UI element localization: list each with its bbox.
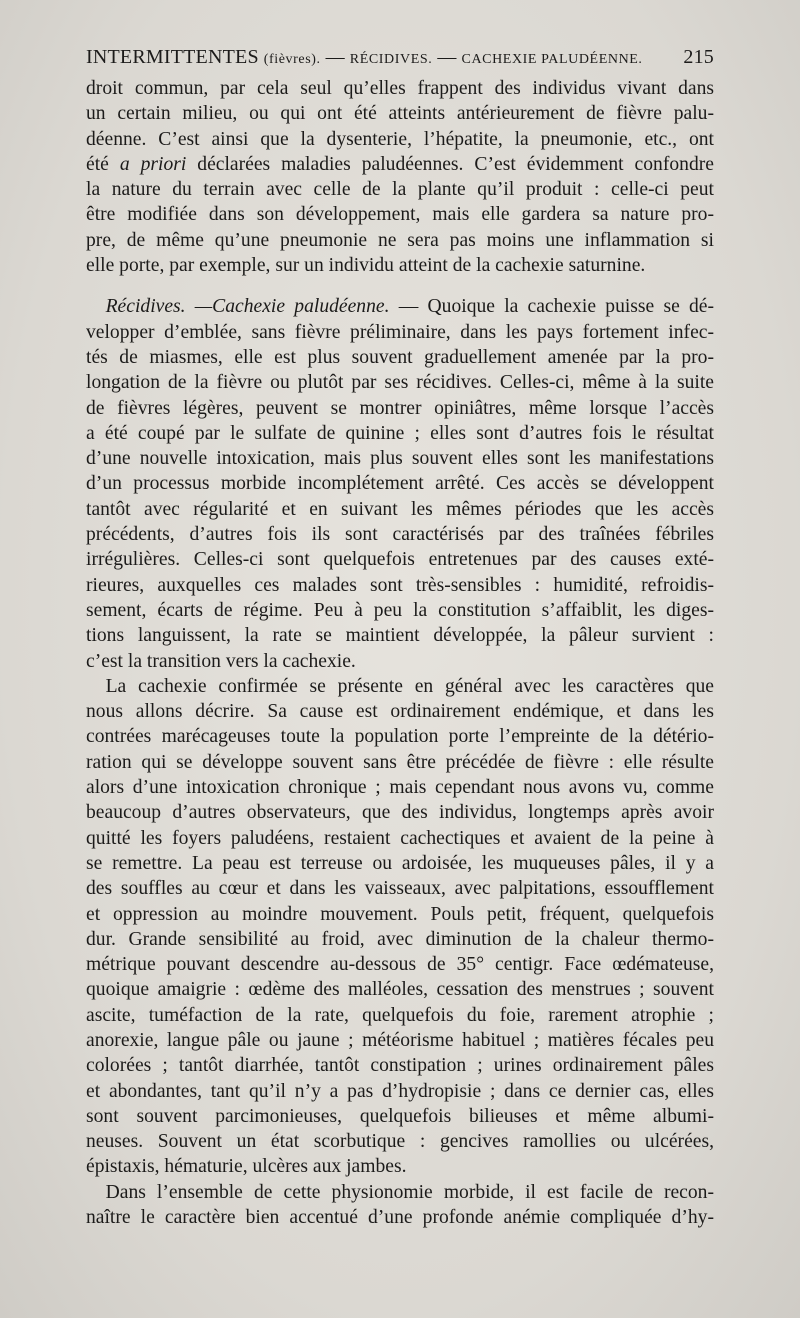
section-heading-line xyxy=(86,294,714,319)
text-line: beaucoup d’autres observateurs, que des individus, longtemps après avoir xyxy=(86,802,714,824)
text-line: déenne. C’est ainsi que la dysenterie, l’hépatite, la pneumonie, etc., ont xyxy=(86,128,714,150)
paragraph-2 xyxy=(86,294,714,673)
text-line: d’une nouvelle intoxication, mais plus souvent elles sont les manifestations xyxy=(86,448,714,470)
text-line: pre, de même qu’une pneumonie ne sera pas moins une inflammation si xyxy=(86,229,714,251)
text-line: droit commun, par cela seul qu’elles frappent des individus vivant dans xyxy=(86,78,714,99)
text-line: un certain milieu, ou qui ont été atteints antérieurement de fièvre palu- xyxy=(86,103,714,125)
text-line: tés de miasmes, elle est plus souvent graduellement amenée par la pro- xyxy=(86,346,714,368)
text-line: être modifiée dans son développement, mais elle gardera sa nature pro- xyxy=(86,204,714,226)
page-number: 215 xyxy=(683,46,714,68)
text-line-content: Dans l’ensemble de cette physionomie morbide, il est facile de recon- xyxy=(105,1181,714,1203)
running-head-paren: (fièvres). xyxy=(263,52,321,67)
text-line: ration qui se développe souvent sans être précédée de fièvre : elle résulte xyxy=(86,751,714,773)
text-line: anorexie, langue pâle ou jaune ; météorisme habituel ; matières fécales peu xyxy=(86,1029,714,1051)
text-line: ascite, tuméfaction de la rate, quelquefois du foie, rarement atrophie ; xyxy=(86,1004,714,1026)
text-line: dur. Grande sensibilité au froid, avec diminution de la chaleur thermo- xyxy=(86,928,714,950)
text-line: tantôt avec régularité et en suivant les mêmes périodes que les accès xyxy=(86,498,714,520)
text-line: se remettre. La peau est terreuse ou ardoisée, les muqueuses pâles, il y a xyxy=(86,852,714,874)
text-line: elle porte, par exemple, sur un individu atteint de la cachexie saturnine. xyxy=(86,255,646,277)
text-line-indented xyxy=(86,674,714,699)
italic-phrase: a priori xyxy=(119,153,187,175)
text-line: colorées ; tantôt diarrhée, tantôt constipation ; urines ordinairement pâles xyxy=(86,1055,714,1077)
text-line: et abondantes, tant qu’il n’y a pas d’hydropisie ; dans ce dernier cas, elles xyxy=(86,1080,714,1102)
text-line: sement, écarts de régime. Peu à peu la constitution s’affaiblit, les diges- xyxy=(86,599,714,621)
line-rest: déclarées maladies paludéennes. C’est évidemment confondre xyxy=(197,153,714,175)
text-line: quitté les foyers paludéens, restaient cachectiques et avaient de la peine à xyxy=(86,827,714,849)
text-line: neuses. Souvent un état scorbutique : gencives ramollies ou ulcérées, xyxy=(86,1131,714,1153)
text-line: épistaxis, hématurie, ulcères aux jambes. xyxy=(86,1156,407,1178)
text-block xyxy=(86,46,714,1230)
running-head-title: INTERMITTENTES xyxy=(86,46,259,68)
section-heading: Récidives. —Cachexie paludéenne. xyxy=(105,296,390,318)
text-line: irrégulières. Celles-ci sont quelquefois entretenues par des causes exté- xyxy=(86,549,714,571)
text-line: longation de la fièvre ou plutôt par ses récidives. Celles-ci, même à la suite xyxy=(86,372,714,394)
text-line: velopper d’emblée, sans fièvre préliminaire, dans les pays fortement infec- xyxy=(86,321,714,343)
running-head-section-1: RÉCIDIVES. xyxy=(349,52,433,67)
text-line: métrique pouvant descendre au-dessous de 35° centigr. Face œdémateuse, xyxy=(86,954,714,976)
text-line: d’un processus morbide incomplétement arrêté. Ces accès se développent xyxy=(86,473,714,495)
text-line: tions languissent, la rate se maintient développée, la pâleur survient : xyxy=(86,625,714,647)
text-line: la nature du terrain avec celle de la plante qu’il produit : celle-ci peut xyxy=(86,179,714,201)
running-head-dash-2: — xyxy=(437,47,457,68)
text-line: précédents, d’autres fois ils sont caractérisés par des traînées fébriles xyxy=(86,524,714,546)
paragraph-3 xyxy=(86,674,714,1180)
text-line: a été coupé par le sulfate de quinine ; elles sont d’autres fois le résultat xyxy=(86,422,714,444)
running-head-dash-1: — xyxy=(325,47,345,68)
running-head xyxy=(86,46,714,76)
text-line: des souffles au cœur et dans les vaisseaux, avec palpitations, essoufflement xyxy=(86,878,714,900)
text-line: contrées marécageuses toute la population porte l’empreinte de la détério- xyxy=(86,726,714,748)
line-prefix: été xyxy=(86,153,109,175)
text-line-content: La cachexie confirmée se présente en général avec les caractères que xyxy=(105,675,714,697)
text-line: c’est la transition vers la cachexie. xyxy=(86,650,356,672)
text-line-indented xyxy=(86,1180,714,1205)
paragraph-1 xyxy=(86,76,714,278)
text-line: alors d’une intoxication chronique ; mais cependant nous avons vu, comme xyxy=(86,777,714,799)
paragraph-4 xyxy=(86,1180,714,1231)
text-line: et oppression au moindre mouvement. Pouls petit, fréquent, quelquefois xyxy=(86,903,714,925)
running-head-section-2: CACHEXIE PALUDÉENNE. xyxy=(461,52,643,67)
text-line: nous allons décrire. Sa cause est ordinairement endémique, et dans les xyxy=(86,701,714,723)
text-line: naître le caractère bien accentué d’une profonde anémie compliquée d’hy- xyxy=(86,1207,714,1229)
text-line-with-italic xyxy=(86,152,714,177)
text-line: quoique amaigrie : œdème des malléoles, cessation des menstrues ; souvent xyxy=(86,979,714,1001)
running-head-left xyxy=(86,46,643,69)
text-line: de fièvres légères, peuvent se montrer opiniâtres, même lorsque l’accès xyxy=(86,397,714,419)
text-line: sont souvent parcimonieuses, quelquefois bilieuses et même albumi- xyxy=(86,1105,714,1127)
text-line: rieures, auxquelles ces malades sont très-sensibles : humidité, refroidis- xyxy=(86,574,714,596)
paragraph-spacer xyxy=(86,278,714,294)
heading-line-rest: — Quoique la cachexie puisse se dé- xyxy=(398,296,715,318)
